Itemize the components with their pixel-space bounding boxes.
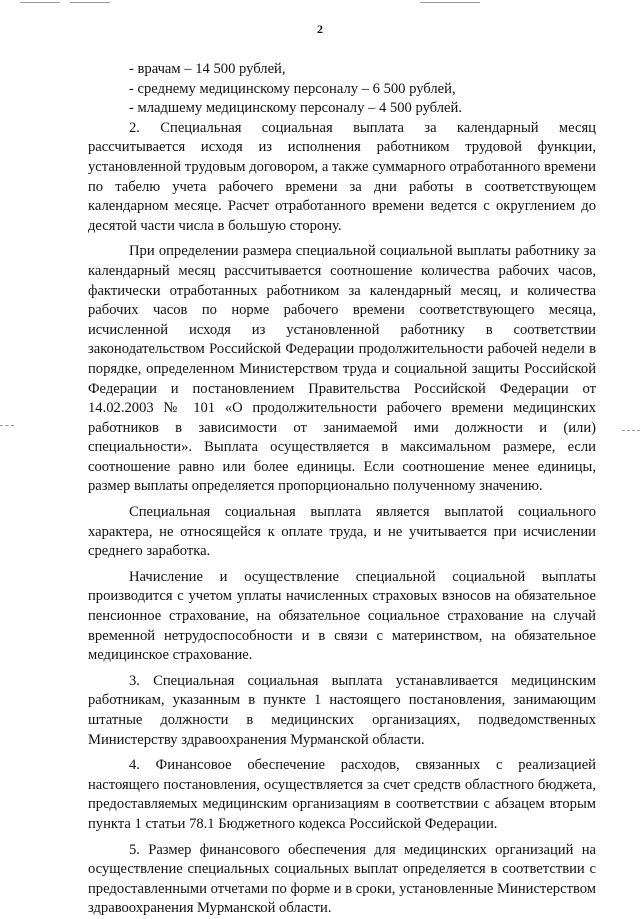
paragraph-insurance-contributions: Начисление и осуществление специальной социальной выплаты производится с учетом уплаты начисленных страховых взносов на обязательное пенсионное страхование, на обязательное социальное страхование на случай временной нетрудоспособности и в связи с материнством, на обязательное медицинское страхование. <box>88 568 596 664</box>
scan-edge-line-right <box>420 2 480 3</box>
paragraph-clause-2: 2. Специальная социальная выплата за календарный месяц рассчитывается исходя из исполнения работником трудовой функции, установленной трудовым договором, а также суммарного отработанного времени по табелю учета рабочего времени за дни работы в соответствующем календарном месяце. Расчет отработанного времени ведется с округлением до десятой части числа в большую сторону. <box>88 119 596 234</box>
paragraph-social-character: Специальная социальная выплата является выплатой социального характера, не относящейся к оплате труда, и не учитывается при исчислении среднего заработка. <box>88 504 596 560</box>
paragraph-clause-3: 3. Специальная социальная выплата устанавливается медицинским работникам, указанным в пункте 1 настоящего постановления, занимающим штатные должности в медицинских организациях, подведомственных Министерству здравоохранения Мурманской области. <box>88 672 596 748</box>
scan-margin-mark-right <box>622 430 640 431</box>
scan-margin-mark-left <box>0 425 14 426</box>
paragraph-clause-5: 5. Размер финансового обеспечения для медицинских организаций на осуществление специальных социальных выплат определяется в соответствии с предоставленными отчетами по форме и в сроки, установленные Министерством здравоохранения Мурманской области. <box>88 841 596 917</box>
list-item-junior-staff: - младшему медицинскому персоналу – 4 500 рублей. <box>129 100 462 117</box>
scan-edge-line-middle <box>70 2 110 3</box>
scan-edge-line-left <box>20 2 60 3</box>
paragraph-calculation-rule: При определении размера специальной социальной выплаты работнику за календарный месяц рассчитывается соотношение количества рабочих часов, фактически отработанных работником за календарный месяц, и количества рабочих часов по норме рабочего времени соответствующего месяца, исчисленной исходя из установленной работнику в соответствии законодательством Российской Федерации продолжительности рабочей недели в порядке, определенном Министерством труда и социальной защиты Российской Федерации и постановлением Правительства Российской Федерации от 14.02.2003 № 101 «О продолжительности рабочего времени медицинских работников в зависимости от занимаемой ими должности и (или) специальности». Выплата осуществляется в максимальном размере, если соотношение равно или более единицы. Если соотношение менее единицы, размер выплаты определяется пропорционально полученному значению. <box>88 243 596 495</box>
page-number: 2 <box>317 22 323 36</box>
document-body <box>88 60 596 919</box>
list-item-doctors: - врачам – 14 500 рублей, <box>129 61 286 77</box>
paragraph-clause-4: 4. Финансовое обеспечение расходов, связанных с реализацией настоящего постановления, осуществляется за счет средств областного бюджета, предоставляемых медицинским организациям в соответствии с абзацем вторым пункта 1 статьи 78.1 Бюджетного кодекса Российской Федерации. <box>88 757 596 832</box>
list-item-mid-level-staff: - среднему медицинскому персоналу – 6 500 рублей, <box>129 80 456 97</box>
